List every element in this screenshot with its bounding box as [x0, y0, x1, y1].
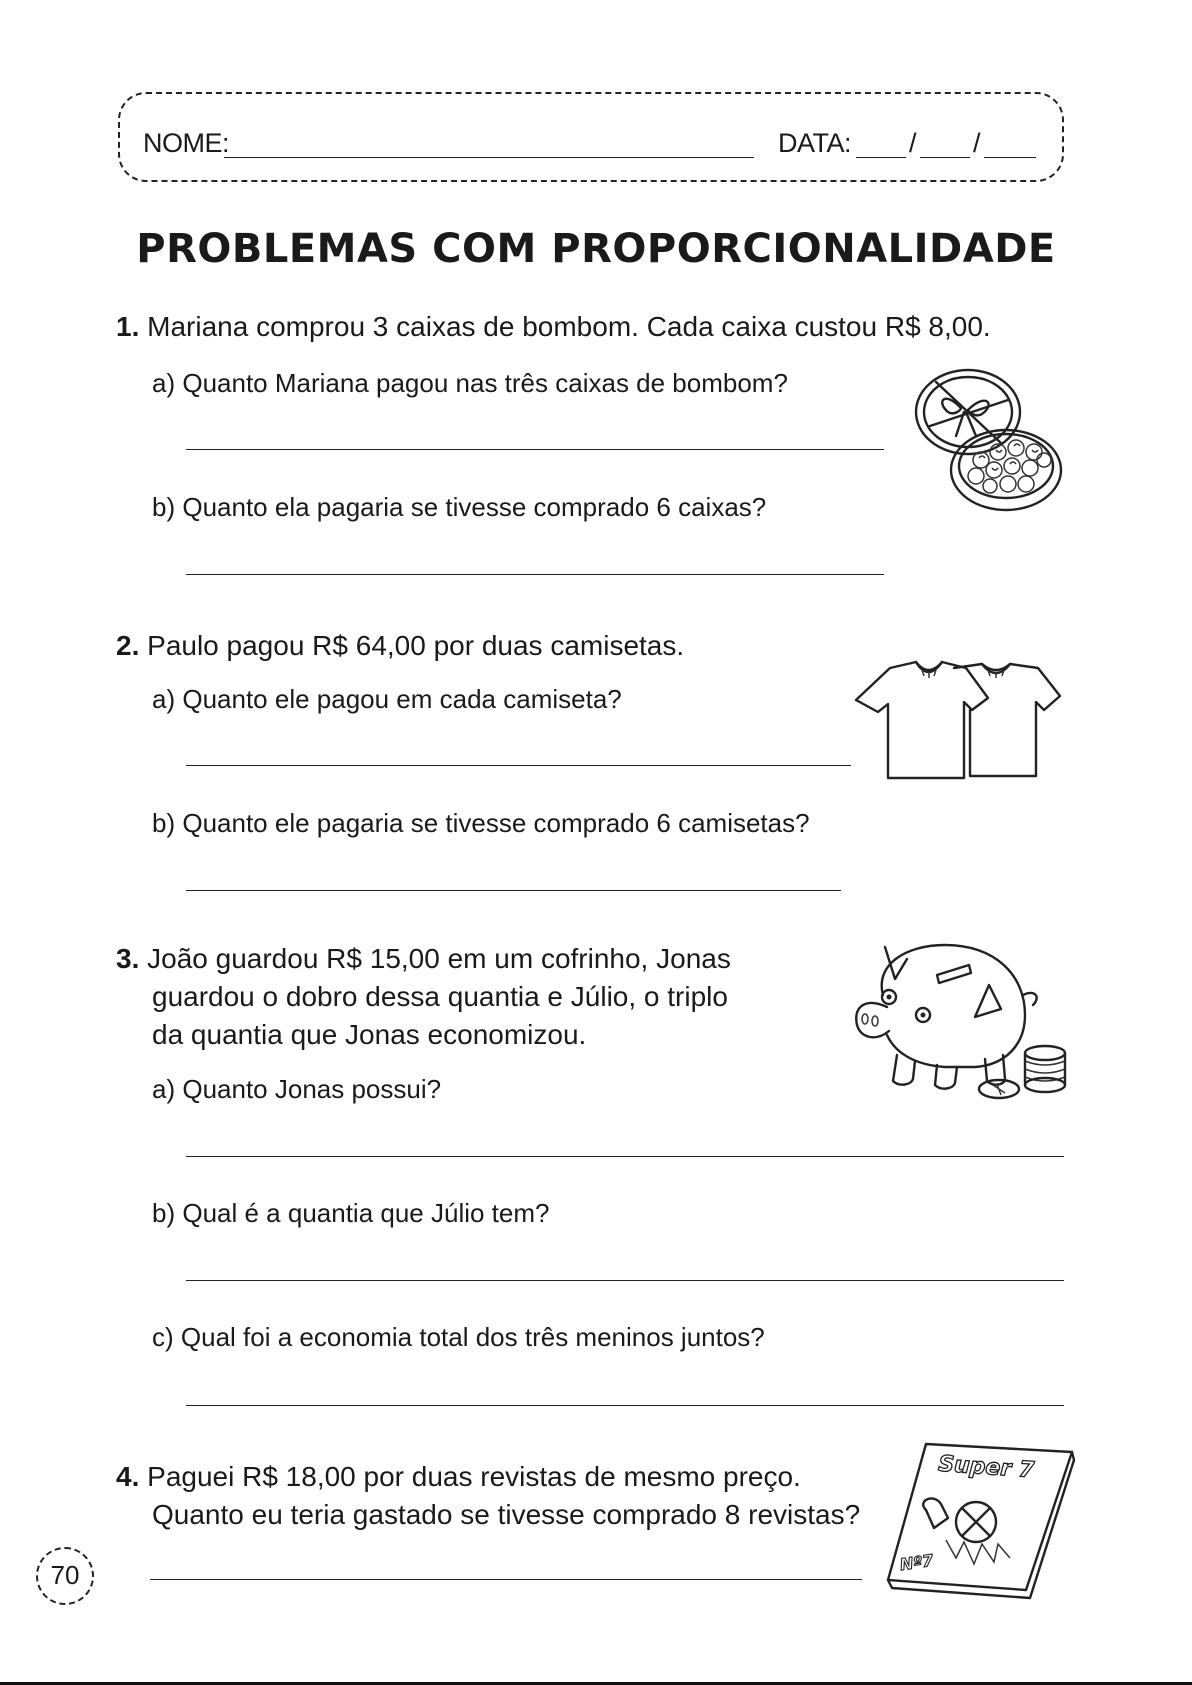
question-1: [116, 308, 991, 346]
question-2b: b) Quanto ele pagaria se tivesse comprado 6 camisetas?: [152, 808, 810, 838]
question-text: Paulo pagou R$ 64,00 por duas camisetas.: [147, 630, 685, 661]
question-line: guardou o dobro dessa quantia e Júlio, o triplo: [152, 981, 728, 1012]
question-3c: c) Qual foi a economia total dos três meninos juntos?: [152, 1322, 765, 1352]
name-field[interactable]: [224, 157, 754, 158]
date-separator: /: [909, 128, 917, 158]
question-line: Quanto eu teria gastado se tivesse comprado 8 revistas?: [152, 1499, 861, 1530]
question-3: [116, 940, 731, 1054]
question-number: 1.: [116, 311, 140, 342]
date-label: DATA:: [778, 128, 852, 158]
question-line: da quantia que Jonas economizou.: [152, 1019, 587, 1050]
date-day-field[interactable]: [856, 157, 906, 158]
question-1a: a) Quanto Mariana pagou nas três caixas de bombom?: [152, 368, 788, 398]
magazine-icon: [886, 1440, 1076, 1600]
question-line: [116, 1458, 860, 1496]
question-number: 4.: [116, 1461, 140, 1492]
question-3b: b) Qual é a quantia que Júlio tem?: [152, 1198, 550, 1228]
t-shirts-icon: [854, 660, 1064, 785]
question-3a: a) Quanto Jonas possui?: [152, 1074, 442, 1104]
answer-line-3c[interactable]: [186, 1405, 1064, 1406]
page-title: PROBLEMAS COM PROPORCIONALIDADE: [136, 226, 1056, 272]
question-line: [116, 940, 731, 978]
chocolate-box-icon: [906, 360, 1066, 525]
question-text: Paguei R$ 18,00 por duas revistas de mesmo preço.: [147, 1461, 801, 1492]
answer-line-3b[interactable]: [186, 1280, 1064, 1281]
name-label: NOME:: [143, 128, 230, 158]
answer-line-2b[interactable]: [186, 890, 841, 891]
answer-line-1a[interactable]: [186, 449, 884, 450]
date-separator: /: [973, 128, 981, 158]
question-text: Mariana comprou 3 caixas de bombom. Cada caixa custou R$ 8,00.: [147, 311, 991, 342]
page-number: 70: [36, 1547, 94, 1605]
question-text: João guardou R$ 15,00 em um cofrinho, Jonas: [147, 943, 731, 974]
piggy-bank-icon: [845, 935, 1070, 1110]
answer-line-2a[interactable]: [186, 765, 851, 766]
date-month-field[interactable]: [920, 157, 970, 158]
answer-line-3a[interactable]: [186, 1156, 1064, 1157]
question-4: [116, 1458, 860, 1534]
magazine-title: Super 7: [937, 1451, 1035, 1484]
magazine-issue: Nº7: [898, 1550, 935, 1575]
answer-line-4[interactable]: [150, 1579, 862, 1580]
question-number: 2.: [116, 630, 140, 661]
question-2: [116, 627, 684, 665]
date-year-field[interactable]: [984, 157, 1036, 158]
question-1b: b) Quanto ela pagaria se tivesse comprado 6 caixas?: [152, 492, 767, 522]
header-box: [118, 92, 1064, 182]
question-number: 3.: [116, 943, 140, 974]
question-2a: a) Quanto ele pagou em cada camiseta?: [152, 684, 622, 714]
answer-line-1b[interactable]: [186, 574, 884, 575]
